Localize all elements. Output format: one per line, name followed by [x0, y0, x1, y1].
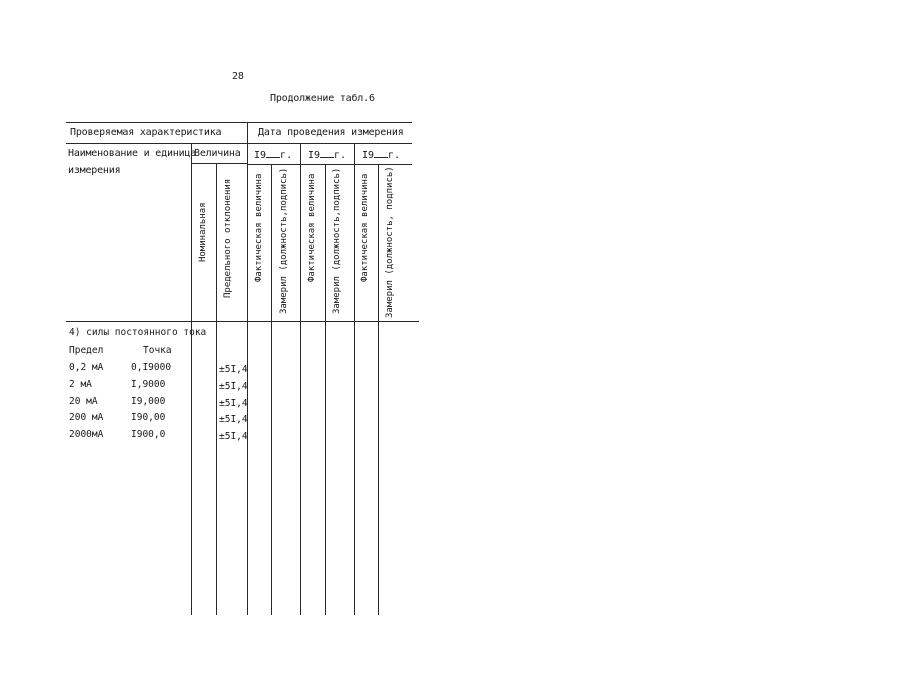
- subheader-limit-deviation: Предельного отклонения: [223, 178, 233, 298]
- row-deviation: ±5I,4: [219, 431, 248, 442]
- subheader-measured-by-2: Замерил (должность,подпись): [332, 167, 342, 314]
- subheader-measured-by-3: Замерил (должность, подпись): [385, 166, 395, 318]
- header-measurement-date: Дата проведения измерения: [258, 127, 404, 138]
- row-limit: 200 мА: [69, 412, 104, 423]
- date-field-3: I9 г.: [362, 150, 401, 161]
- row-limit: 2000мА: [69, 429, 104, 440]
- column-header-bottom-rule: [66, 321, 419, 322]
- subheader-nominal: Номинальная: [198, 202, 208, 262]
- col-divider-date-2: [300, 143, 301, 615]
- row-deviation: ±5I,4: [219, 381, 248, 392]
- row-point: I90,00: [131, 412, 166, 423]
- row-point: I9,000: [131, 396, 166, 407]
- col-divider-actual-2: [325, 164, 326, 615]
- subheader-actual-value-2: Фактическая величина: [307, 173, 317, 282]
- header-checked-characteristic: Проверяемая характеристика: [70, 127, 222, 138]
- row-deviation: ±5I,4: [219, 364, 248, 375]
- column-limit-header: Предел: [69, 345, 104, 356]
- row-limit: 0,2 мА: [69, 362, 104, 373]
- col-divider-name: [191, 143, 192, 615]
- row-limit: 20 мА: [69, 396, 98, 407]
- table-continuation-caption: Продолжение табл.6: [270, 93, 375, 104]
- col-divider-actual-3: [378, 164, 379, 615]
- row-limit: 2 мА: [69, 379, 92, 390]
- group-header-rule: [66, 143, 412, 144]
- header-value: Величина: [194, 148, 241, 159]
- subheader-actual-value-1: Фактическая величина: [254, 173, 264, 282]
- header-name-and-unit-cont: измерения: [68, 165, 121, 176]
- row-point: 0,I9000: [131, 362, 172, 373]
- col-divider-nominal: [216, 163, 217, 615]
- col-divider-date-3: [354, 143, 355, 615]
- subheader-measured-by-1: Замерил (должность,подпись): [279, 167, 289, 314]
- col-divider-actual-1: [271, 164, 272, 615]
- row-point: I900,0: [131, 429, 166, 440]
- column-point-header: Точка: [143, 345, 172, 356]
- header-name-and-unit: Наименование и единица: [68, 148, 197, 159]
- section-title: 4) силы постоянного тока: [69, 327, 207, 338]
- page-number: 28: [232, 71, 244, 82]
- date-field-2: I9 г.: [308, 150, 347, 161]
- row-point: I,9000: [131, 379, 166, 390]
- date-field-1: I9 г.: [254, 150, 293, 161]
- table-top-rule: [66, 122, 412, 123]
- subheader-rule-left: [191, 163, 247, 164]
- row-deviation: ±5I,4: [219, 414, 248, 425]
- row-deviation: ±5I,4: [219, 398, 248, 409]
- subheader-actual-value-3: Фактическая величина: [360, 173, 370, 282]
